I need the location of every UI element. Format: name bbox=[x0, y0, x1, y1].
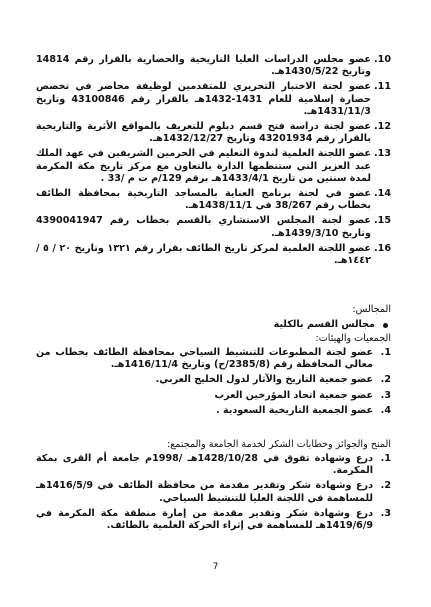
association-item bbox=[36, 405, 391, 417]
item-text: عضو في لجنة برنامج العناية بالمساجد التاريخية بمحافظة الطائف بخطاب رقم 38/267 في 1438/11/1هـ. bbox=[36, 188, 371, 212]
item-number: 14. bbox=[373, 188, 391, 200]
councils-list bbox=[36, 319, 391, 331]
item-number: 2. bbox=[380, 374, 391, 386]
item-text: عضو جمعية اتحاد المؤرخين العرب bbox=[214, 389, 373, 401]
membership-item bbox=[36, 243, 391, 267]
award-item bbox=[36, 480, 391, 504]
membership-item bbox=[36, 121, 391, 145]
item-text: عضو الجمعية التاريخية السعودية . bbox=[215, 404, 373, 416]
item-text: عضو لجنة المطبوعات للتنشيط السياحي بمحافظة الطائف بخطاب من معالي المحافظة رقم (2385/8/ح) وتاريخ 1416/11/4هـ. bbox=[36, 347, 373, 371]
item-text: عضو جمعية التاريخ والآثار لدول الخليج العربي. bbox=[155, 374, 373, 386]
bullet-icon bbox=[383, 323, 388, 328]
item-number: 10. bbox=[373, 54, 391, 65]
item-text: درع وشهادة تفوق في 1428/10/28هـ /1998م جامعة أم القرى بمكة المكرمة. bbox=[36, 453, 373, 477]
association-item bbox=[36, 374, 391, 386]
item-number: 3. bbox=[380, 507, 391, 519]
associations-list bbox=[36, 347, 391, 420]
item-text: درع وشهادة شكر وتقدير مقدمة من إمارة منطقة مكة المكرمة في 1419/6/9هـ للمساهمة في إثراء الحركة العلمية بالطائف. bbox=[36, 507, 373, 532]
item-text: عضو اللجنة العلمية لمركز تاريخ الطائف بقرار رقم ١٣٢١ وتاريخ ٢٠ / ٥ / ١٤٤٢هـ. bbox=[36, 242, 371, 267]
membership-item bbox=[36, 81, 391, 118]
item-number: 2. bbox=[380, 480, 391, 492]
membership-item bbox=[36, 54, 391, 78]
item-number: 3. bbox=[380, 389, 391, 401]
membership-item bbox=[36, 215, 391, 239]
item-text: عضو لجنة المجلس الاستشاري بالقسم بخطاب رقم 4390041947 وتاريخ 1439/3/10هـ. bbox=[36, 215, 371, 239]
membership-item bbox=[36, 148, 391, 185]
item-number: 16. bbox=[373, 242, 391, 254]
association-item bbox=[36, 390, 391, 402]
award-item bbox=[36, 453, 391, 477]
item-text: عضو اللجنة العلمية لندوة التعليم في الحرمين الشريفين في عهد الملك عبد العزيز التي ستنظمها الدارة بالتعاون مع مركز تاريخ مكة المكرمة لمدة سنتين من تاريخ 1433/4/1هـ برقم 129/م ت م /33 . bbox=[36, 148, 371, 184]
awards-heading: المنح والجوائز وخطابات الشكر لخدمة الجامعة والمجتمع: bbox=[166, 439, 391, 450]
membership-item bbox=[36, 188, 391, 212]
item-text: عضو مجلس الدراسات العليا التاريخية والحضارية بالقرار رقم 14814 وتاريخ 1430/5/22هـ. bbox=[36, 54, 371, 78]
council-item-text: مجالس القسم بالكلية bbox=[273, 319, 375, 330]
item-text: عضو لجنة دراسة فتح قسم دبلوم للتعريف بالمواقع الأثرية والتاريخية بالقرار رقم 43201934 وتاريخ 1432/12/27هـ. bbox=[36, 121, 371, 145]
item-text: درع وشهادة شكر وتقدير مقدمة من محافظة الطائف في 1416/5/9هـ للمساهمة في اللجنة العليا للتنشيط السياحي. bbox=[36, 480, 373, 504]
item-number: 15. bbox=[373, 215, 391, 227]
council-item bbox=[36, 319, 391, 331]
item-number: 1. bbox=[380, 453, 391, 464]
item-number: 11. bbox=[373, 81, 391, 93]
councils-heading: المجالس: bbox=[352, 304, 391, 315]
memberships-list bbox=[36, 54, 391, 270]
award-item bbox=[36, 508, 391, 532]
item-number: 4. bbox=[380, 404, 391, 416]
item-number: 1. bbox=[380, 347, 391, 358]
item-number: 13. bbox=[373, 148, 391, 160]
page-number: 7 bbox=[212, 562, 219, 572]
item-number: 12. bbox=[373, 121, 391, 133]
associations-heading: الجمعيات والهيئات: bbox=[315, 333, 391, 344]
item-text: عضو لجنة الاختبار التحريري للمتقدمين لوظيفة محاضر في تخصص حضارة إسلامية للعام 1431-1432هـ بالقرار رقم 43100846 وتاريخ 1431/11/3هـ. bbox=[36, 81, 371, 117]
awards-list bbox=[36, 453, 391, 535]
association-item bbox=[36, 347, 391, 371]
